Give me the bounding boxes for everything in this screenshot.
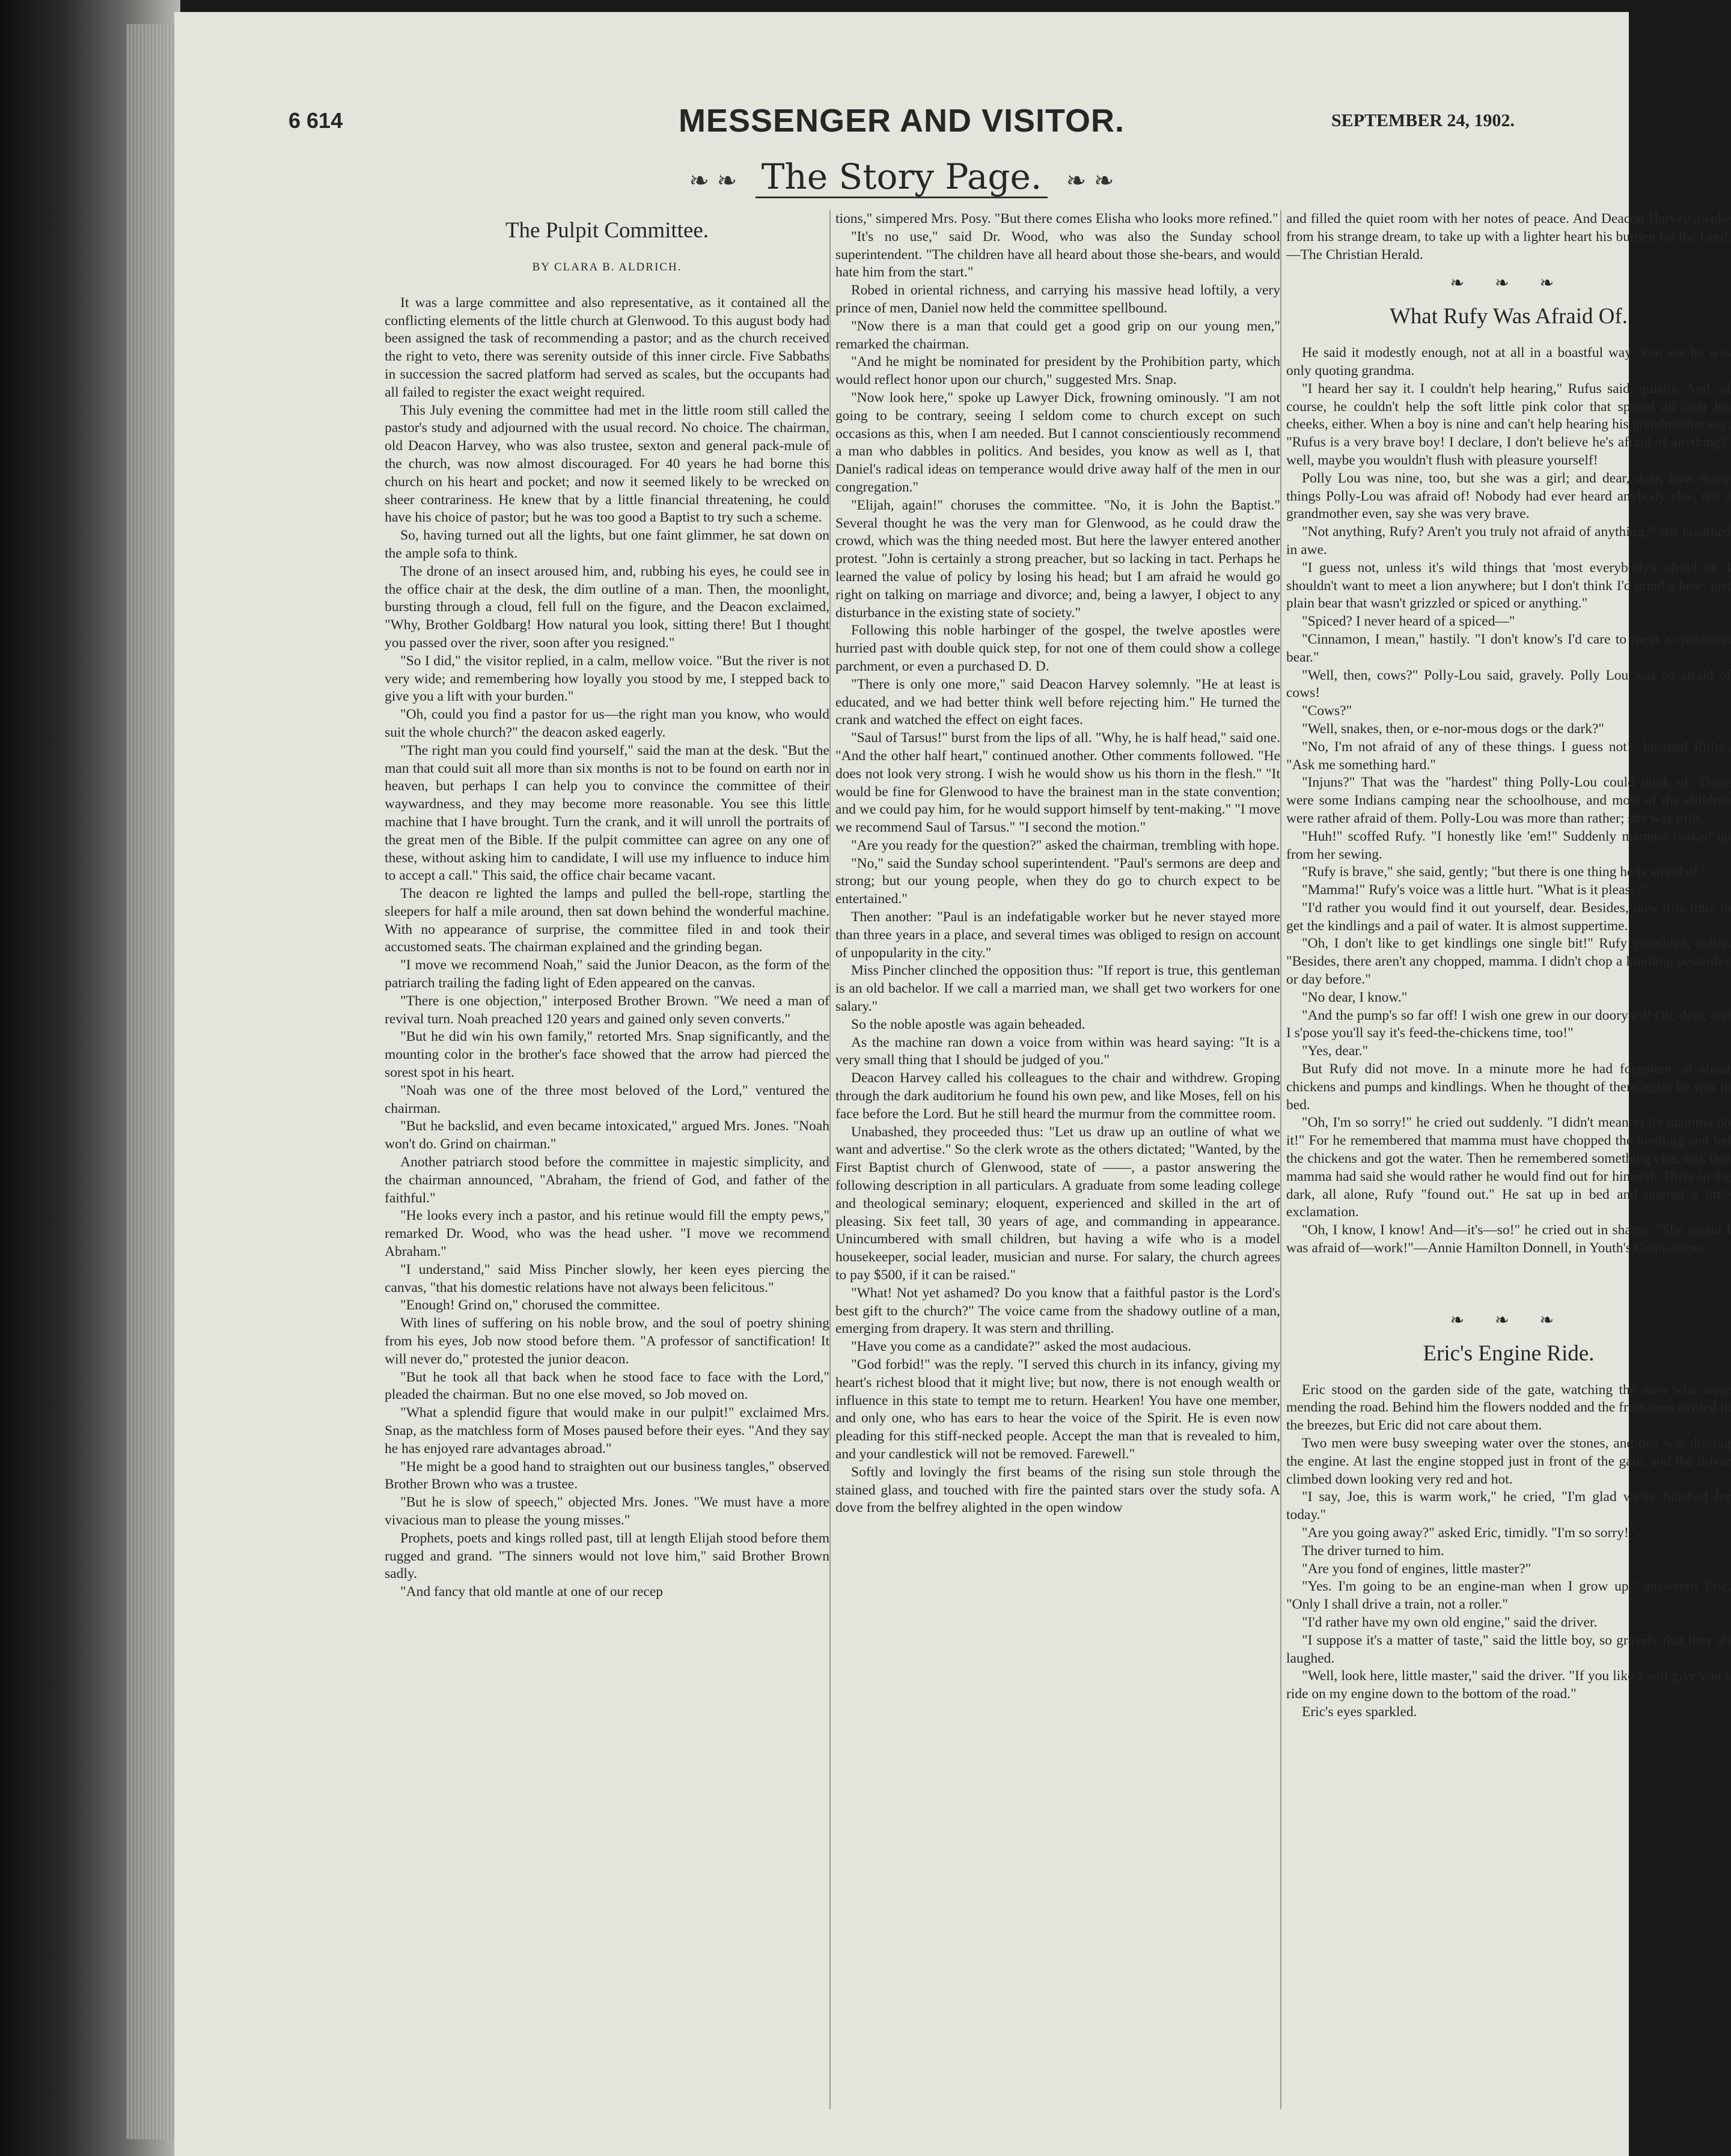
paragraph: With lines of suffering on his noble brow, and the soul of poetry shining from his eyes, Job now stood before them. "A professor of sanctification! It will never do," protested the junior deacon.	[385, 1315, 829, 1367]
paragraph: "He might be a good hand to straighten out our business tangles," observed Brother Brown who was a trustee.	[385, 1458, 829, 1493]
rufy-story-body	[1286, 344, 1731, 1258]
paragraph: As the machine ran down a voice from within was heard saying: "It is a very small thing that I should be judged of you."	[835, 1034, 1280, 1068]
paragraph: "What a splendid figure that would make in our pulpit!" exclaimed Mrs. Snap, as the matchless form of Moses paused before their eyes. "And they say he has enjoyed rare advantages abroad."	[385, 1405, 829, 1457]
paragraph: "No," said the Sunday school superintendent. "Paul's sermons are deep and strong; but our young people, when they do go to church expect to be entertained."	[835, 855, 1280, 907]
paragraph: The deacon re lighted the lamps and pulled the bell-rope, startling the sleepers for half a mile around, then sat down behind the wonderful machine. With no appearance of surprise, the committee filed in and took their accustomed seats. The chairman explained and the grinding began.	[385, 886, 829, 955]
paragraph: "Saul of Tarsus!" burst from the lips of all. "Why, he is half head," said one. "And the other half heart," continued another. Other comments followed. "He does not look very strong. I wish he would show us his thorn in the flesh." "It would be fine for Glenwood to have the brainest man in the state convention; and we could pay him, for he would support himself by tent-making." "I move we recommend Saul of Tarsus." "I second the motion."	[835, 730, 1280, 836]
paragraph: But Rufy did not move. In a minute more he had forgotten all about chickens and pumps and kindlings. When he thought of them again he was in bed.	[1286, 1061, 1731, 1113]
paragraph: Eric's eyes sparkled.	[1302, 1704, 1417, 1720]
issue-date: SEPTEMBER 24, 1902.	[1331, 111, 1515, 130]
paragraph: "Yes. I'm going to be an engine-man when I grow up," answered Eric. "Only I shall drive a train, not a roller."	[1286, 1579, 1731, 1613]
story-title-rufy: What Rufy Was Afraid Of.	[1389, 304, 1628, 329]
paragraph: "And the pump's so far off! I wish one grew in our dooryard! Oh, dear, and I s'pose you'll say it's feed-the-chickens time, too!"	[1286, 1007, 1731, 1041]
paragraph: "Cinnamon, I mean," hastily. "I don't know's I'd care to meet a cinnamon bear."	[1286, 631, 1731, 665]
paragraph: "Are you ready for the question?" asked the chairman, trembling with hope.	[851, 837, 1280, 853]
paragraph: The driver turned to him.	[1302, 1542, 1444, 1559]
paragraph: "And fancy that old mantle at one of our recep	[400, 1584, 663, 1600]
section-banner	[174, 156, 1629, 198]
paragraph: "Huh!" scoffed Rufy. "I honestly like 'em!" Suddenly mamma looked up from her sewing.	[1286, 828, 1731, 862]
paragraph: Miss Pincher clinched the opposition thus: "If report is true, this gentleman is an old bachelor. If we call a married man, we shall get two workers for one salary."	[835, 963, 1280, 1015]
paragraph: "Are you going away?" asked Eric, timidly. "I'm so sorry!"	[1302, 1525, 1635, 1541]
paragraph: "Elijah, again!" choruses the committee. "No, it is John the Baptist." Several thought he was the very man for Glenwood, as he could draw the crowd, which was the thing needed most. But here the lawyer entered another protest. "John is certainly a strong preacher, but so lacking in tact. Perhaps he learned the value of policy by losing his head; but I am afraid he would go right on talking on marriage and divorce; and, being a lawyer, I object to any disturbance in the existing state of society."	[835, 497, 1280, 621]
pulpit-body-part2	[835, 210, 1280, 1517]
paragraph: "The right man you could find yourself," said the man at the desk. "But the man that could suit all more than six months is not to be found on earth nor in heaven, but perhaps I can help you to convince the committee of their waywardness, and they may become more reasonable. You see this little machine that I have brought. Turn the crank, and it will unroll the portraits of the great men of the Bible. If the pulpit committee can agree on any one of these, without asking him to candidate, I will use my influence to induce him to accept a call." This said, the office chair became vacant.	[385, 742, 829, 884]
paragraph: It was a large committee and also representative, as it contained all the conflicting elements of the little church at Glenwood. To this august body had been assigned the task of recommending a pastor; and as the church received the right to veto, there was serenity outside of this inner circle. Five Sabbaths in succession the sacred platform had served as scales, but the occupants had all failed to register the exact weight required.	[385, 294, 829, 400]
paragraph: Softly and lovingly the first beams of the rising sun stole through the stained glass, and touched with fire the painted stars over the study sofa. A dove from the belfrey alighted in the open window	[835, 1464, 1280, 1516]
paragraph: "I'd rather have my own old engine," said the driver.	[1302, 1614, 1598, 1630]
section-divider-stars: ❧ ❧ ❧	[1450, 274, 1568, 293]
pulpit-body-part3	[1286, 210, 1731, 264]
masthead-title: MESSENGER AND VISITOR.	[678, 103, 1125, 139]
paragraph: "And he might be nominated for president by the Prohibition party, which would reflect honor upon our church," suggested Mrs. Snap.	[835, 354, 1280, 388]
paragraph: "Oh, could you find a pastor for us—the right man you know, who would suit the whole church?" the deacon asked eagerly.	[385, 707, 829, 740]
column-2	[835, 210, 1280, 1517]
paragraph: "Rufy is brave," she said, gently; "but there is one thing he is afraid of."	[1302, 864, 1708, 880]
paragraph: "God forbid!" was the reply. "I served this church in its infancy, giving my heart's richest blood that it might live; but now, there is not enough wealth or influence in this state to tempt me to return. Hearken! You have one member, and only one, who has ears to hear the voice of the Spirit. He is even now pleading for this stiff-necked people. Accept the man that is revealed to him, and your candlestick will not be removed. Farewell."	[835, 1357, 1280, 1462]
paragraph: "But he backslid, and even became intoxicated," argued Mrs. Jones. "Noah won't do. Grind on chairman."	[385, 1118, 829, 1153]
newspaper-page	[174, 12, 1731, 2156]
paragraph: "There is only one more," said Deacon Harvey solemnly. "He at least is educated, and we had better think well before rejecting him." He turned the crank and watched the effect on eight faces.	[835, 676, 1280, 728]
paragraph: "I say, Joe, this is warm work," he cried, "I'm glad we've finished for today."	[1286, 1489, 1731, 1523]
paragraph: "Are you fond of engines, little master?"	[1302, 1561, 1531, 1577]
paragraph: This July evening the committee had met in the little room still called the pastor's study and adjourned with the usual record. No choice. The chairman, old Deacon Harvey, who was also trustee, sexton and general pack-mule of the church, was now almost discouraged. For 40 years he had borne this church on his heart and pocket; and now it seemed likely to be wrecked on sheer contrariness. He knew that by a little financial threatening, he could have his choice of pastor; but he was too good a Baptist to try such a scheme.	[385, 402, 829, 526]
paragraph: So, having turned out all the lights, but one faint glimmer, he sat down on the ample sofa to think.	[385, 528, 829, 561]
paragraph: He said it modestly enough, not at all in a boastful way. You see he was only quoting grandma.	[1286, 345, 1731, 379]
stacked-page-edges	[126, 24, 180, 2139]
ornament-left-icon: ❧ ❧	[689, 167, 737, 195]
paragraph: "No, I'm not afraid of any of these things. I guess not!" laughed Rufus. "Ask me something hard."	[1286, 738, 1731, 773]
story-title-eric: Eric's Engine Ride.	[1423, 1341, 1595, 1366]
paragraph: "Mamma!" Rufy's voice was a little hurt. "What is it please?"	[1302, 882, 1649, 898]
paragraph: "Oh, I don't like to get kindlings one single bit!" Rufy grumbled, softly. "Besides, there aren't any chopped, mamma. I didn't chop a kindling yesterday or day before."	[1286, 936, 1731, 988]
paragraph: "Now there is a man that could get a good grip on our young men," remarked the chairman.	[835, 318, 1280, 352]
paragraph: Another patriarch stood before the committee in majestic simplicity, and the chairman announced, "Abraham, the friend of God, and father of the faithful."	[385, 1154, 829, 1206]
paragraph: tions," simpered Mrs. Posy. "But there comes Elisha who looks more refined."	[835, 211, 1278, 227]
paragraph: "Well, snakes, then, or e-nor-mous dogs or the dark?"	[1302, 720, 1605, 737]
paragraph: "He looks every inch a pastor, and his retinue would fill the empty pews," remarked Dr. Wood, who was the head usher. "I move we recommend Abraham."	[385, 1208, 829, 1260]
section-title: The Story Page.	[756, 158, 1048, 198]
eric-story-body	[1286, 1381, 1731, 1722]
paragraph: "Well, look here, little master," said the driver. "If you like I will give you a ride on my engine down to the bottom of the road."	[1286, 1668, 1731, 1702]
column-3	[1286, 210, 1731, 1722]
column-rule-1	[829, 210, 831, 2109]
paragraph: Two men were busy sweeping water over the stones, and one was driving the engine. At last the engine stopped just in front of the gate, and the driver climbed down looking very red and hot.	[1286, 1436, 1731, 1487]
paragraph: "But he is slow of speech," objected Mrs. Jones. "We must have a more vivacious man to please the young misses."	[385, 1494, 829, 1528]
paragraph: "I understand," said Miss Pincher slowly, her keen eyes piercing the canvas, "that his domestic relations have not always been felicitous."	[385, 1261, 829, 1296]
paragraph: Prophets, poets and kings rolled past, till at length Elijah stood before them rugged and grand. "The sinners would not love him," said Brother Brown sadly.	[385, 1530, 829, 1582]
paragraph: "Not anything, Rufy? Aren't you truly not afraid of anything?" she breathed in awe.	[1286, 524, 1731, 558]
ornament-right-icon: ❧ ❧	[1066, 167, 1114, 195]
paragraph: "There is one objection," interposed Brother Brown. "We need a man of revival turn. Noah preached 120 years and gained only seven converts."	[385, 993, 829, 1027]
paragraph: Then another: "Paul is an indefatigable worker but he never stayed more than three years in a place, and several times was obliged to resign on account of unpopularity in the city."	[835, 909, 1280, 961]
paragraph: "Oh, I know, I know! And—it's—so!" he cried out in shame. "She meant I was afraid of—work!"—Annie Hamilton Donnell, in Youth's Companion.	[1286, 1222, 1731, 1256]
paragraph: Robed in oriental richness, and carrying his massive head loftily, a very prince of men, Daniel now held the committee spellbound.	[835, 282, 1280, 316]
paragraph: "Injuns?" That was the "hardest" thing Polly-Lou could think of. There were some Indians camping near the schoolhouse, and most of the children were rather afraid of them. Polly-Lou was more than rather; she was truly.	[1286, 775, 1731, 826]
column-1	[385, 210, 829, 1601]
paragraph: "Noah was one of the three most beloved of the Lord," ventured the chairman.	[385, 1082, 829, 1116]
paragraph: "Yes, dear."	[1302, 1043, 1369, 1059]
paragraph: "Cows?"	[1302, 703, 1352, 719]
paragraph: "I guess not, unless it's wild things that 'most everybody's afraid of. I shouldn't want to meet a lion anywhere; but I don't think I'd mind a bear, just plain bear that wasn't grizzled or spiced or anything."	[1286, 559, 1731, 612]
paragraph: The drone of an insect aroused him, and, rubbing his eyes, he could see in the office chair at the desk, the dim outline of a man. Then, the moonlight, bursting through a cloud, fell full on the figure, and the Deacon exclaimed, "Why, Brother Goldbarg! How natural you look, sitting there! But I thought you passed over the river, soon after you resigned."	[385, 563, 829, 651]
paragraph: "I heard her say it. I couldn't help hearing," Rufus said, quietly. And, of course, he couldn't help the soft little pink color that spread all over his cheeks, either. When a boy is nine and can't help hearing his grandmother say: "Rufus is a very brave boy! I declare, I don't believe he's afraid of anything!" well, maybe you wouldn't flush with pleasure yourself!	[1286, 380, 1731, 468]
story-byline: BY CLARA B. ALDRICH.	[532, 261, 682, 273]
paragraph: "I move we recommend Noah," said the Junior Deacon, as the form of the patriarch trailing the fading light of Eden appeared on the canvas.	[385, 957, 829, 991]
paragraph: "It's no use," said Dr. Wood, who was also the Sunday school superintendent. "The children have all heard about those she-bears, and would hate him from the start."	[835, 228, 1280, 281]
paragraph: "Now look here," spoke up Lawyer Dick, frowning ominously. "I am not going to be contrary, seeing I seldom come to church except on such occasions as this, when I am needed. But I cannot conscientiously recommend a man who dabbles in politics. And besides, you know as well as I, that Daniel's radical ideas on temperance would drive away half of the men in our congregation."	[835, 389, 1280, 495]
section-divider-stars-2: ❧ ❧ ❧	[1450, 1311, 1568, 1330]
paragraph: Following this noble harbinger of the gospel, the twelve apostles were hurried past with double quick step, for not one of them could show a college parchment, or even a purchased D. D.	[835, 623, 1280, 674]
paragraph: "So I did," the visitor replied, in a calm, mellow voice. "But the river is not very wide; and remembering how loyally you stood by me, I stepped back to give you a lift with your burden."	[385, 653, 829, 705]
paragraph: "Enough! Grind on," chorused the committee.	[400, 1297, 661, 1314]
paragraph: "I suppose it's a matter of taste," said the little boy, so gravely that they all laughed.	[1286, 1632, 1731, 1666]
paragraph: and filled the quiet room with her notes of peace. And Deacon Harvey awoke from his strange dream, to take up with a lighter heart his burden for the Lord.—The Christian Herald.	[1286, 211, 1731, 263]
paragraph: "Well, then, cows?" Polly-Lou said, gravely. Polly Lou was so afraid of cows!	[1286, 667, 1731, 701]
paragraph: "I'd rather you would find it out yourself, dear. Besides, now it is time to get the kindlings and a pail of water. It is almost suppertime."	[1286, 900, 1731, 934]
paragraph: Polly Lou was nine, too, but she was a girl; and dear, dear, how many things Polly-Lou was afraid of! Nobody had ever heard anybody else, not a grandmother even, say she was very brave.	[1286, 470, 1731, 522]
paragraph: "Oh, I'm so sorry!" he cried out suddenly. "I didn't mean to let mamma do it!" For he remembered that mamma must have chopped the kindling and fed the chickens and got the water. Then he remembered something else, too, that mamma had said she would rather he would find out for himself. There in the dark, all alone, Rufy "found out." He sat up in bed and uttered a little exclamation.	[1286, 1115, 1731, 1220]
column-rule-2	[1280, 210, 1281, 2109]
paragraph: "Spiced? I never heard of a spiced—"	[1302, 614, 1515, 630]
paragraph: "But he took all that back when he stood face to face with the Lord," pleaded the chairman. But no one else moved, so Job moved on.	[385, 1369, 829, 1403]
paragraph: Eric stood on the garden side of the gate, watching the men who were mending the road. Behind him the flowers nodded and the fruit-trees rustled in the breezes, but Eric did not care about them.	[1286, 1381, 1731, 1434]
paragraph: Unabashed, they proceeded thus: "Let us draw up an outline of what we want and advertise." So the clerk wrote as the others dictated; "Wanted, by the First Baptist church of Glenwood, state of ——, a pastor answering the following description in all particulars. A graduate from some leading college and theological seminary; eloquent, experienced and skilled in the art of pleasing. Six feet tall, 30 years of age, and commanding in appearance. Unincumbered with small children, but having a wife who is a model housekeeper, social leader, musician and nurse. For salary, the church agrees to pay $500, if it can be raised."	[835, 1124, 1280, 1284]
paragraph: Deacon Harvey called his colleagues to the chair and withdrew. Groping through the dark auditorium he found his own pew, and like Moses, fell on his face before the Lord. But he still heard the murmur from the committee room.	[835, 1070, 1280, 1122]
paragraph: "No dear, I know."	[1302, 989, 1408, 1005]
page-header	[174, 102, 1629, 144]
paragraph: "What! Not yet ashamed? Do you know that a faithful pastor is the Lord's best gift to the church?" The voice came from the shadowy outline of a man, emerging from drapery. It was stern and thrilling.	[835, 1285, 1280, 1337]
story-title-pulpit: The Pulpit Committee.	[505, 218, 709, 243]
pulpit-body-part1	[385, 294, 829, 1601]
paragraph: "But he did win his own family," retorted Mrs. Snap significantly, and the mounting color in the brother's face showed that the arrow had pierced the sorest spot in his heart.	[385, 1029, 829, 1081]
page-number: 6 614	[288, 108, 343, 133]
paragraph: So the noble apostle was again beheaded.	[851, 1016, 1085, 1032]
paragraph: "Have you come as a candidate?" asked the most audacious.	[851, 1339, 1192, 1355]
